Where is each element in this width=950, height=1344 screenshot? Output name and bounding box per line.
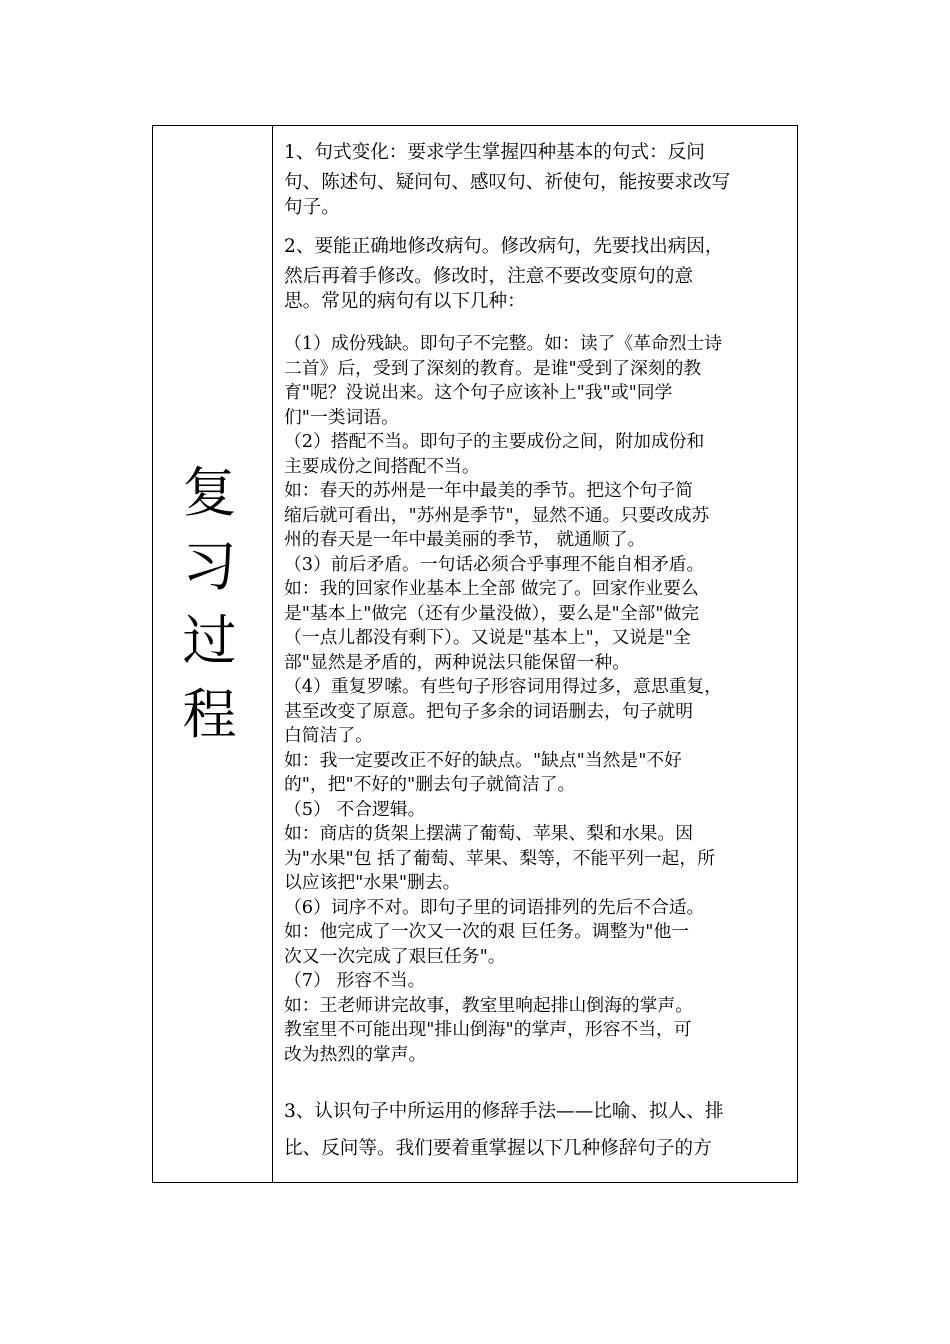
text-line: 甚至改变了原意。把句子多余的词语删去，句子就明 (284, 700, 693, 722)
text-line: 为"水果"包 括了葡萄、苹果、梨等，不能平列一起，所 (284, 847, 715, 869)
text-line: （2）搭配不当。即句子的主要成份之间，附加成份和 (284, 431, 705, 452)
text-line: 2、要能正确地修改病句。修改病句，先要找出病因， (284, 236, 724, 257)
text-line: 育"呢？没说出来。这个句子应该补上"我"或"同学 (284, 382, 673, 403)
text-line: 缩后就可看出，"苏州是季节"，显然不通。只要改成苏 (284, 504, 710, 526)
section-label-char: 复 (182, 461, 237, 524)
text-line: （6）词序不对。即句子里的词语排列的先后不合适。 (284, 896, 705, 918)
text-line: 如：我一定要改正不好的缺点。"缺点"当然是"不好 (284, 749, 682, 771)
text-line: 如：商店的货架上摆满了葡萄、苹果、梨和水果。因 (284, 823, 693, 844)
text-line: 句子。 (284, 196, 340, 218)
paragraph-sick-sentence-types (284, 332, 789, 1067)
text-line: 比、反问等。我们要着重掌握以下几种修辞句子的方 (284, 1138, 712, 1159)
section-label-cell (153, 126, 273, 1182)
text-line: 然后再着手修改。修改时，注意不要改变原句的意 (284, 266, 694, 287)
text-line: （一点儿都没有剩下）。又说是"基本上"，又说是"全 (284, 627, 691, 648)
text-line: 如：他完成了一次又一次的艰 巨任务。调整为"他一 (284, 921, 690, 942)
text-line: 次又一次完成了艰巨任务"。 (284, 945, 506, 967)
section-label-char: 过 (182, 609, 237, 672)
section-label-char: 习 (182, 535, 237, 598)
text-line: （7） 形容不当。 (284, 970, 426, 991)
text-line: （4）重复罗嗦。有些句子形容词用得过多，意思重复， (284, 676, 723, 697)
section-label-char: 程 (182, 683, 237, 746)
text-line: 部"显然是矛盾的，两种说法只能保留一种。 (284, 651, 631, 673)
text-line: 如：春天的苏州是一年中最美的季节。把这个句子简 (284, 480, 693, 501)
text-line: 改为热烈的掌声。 (284, 1043, 427, 1065)
paragraph-sentence-types (284, 134, 789, 220)
text-line: 是"基本上"做完（还有少量没做），要么是"全部"做完 (284, 602, 700, 624)
text-line: 以应该把"水果"删去。 (284, 872, 461, 893)
text-line: 白简洁了。 (284, 725, 373, 746)
text-line: （1）成份残缺。即句子不完整。如：读了《革命烈士诗 (284, 333, 723, 354)
text-line: 1、句式变化：要求学生掌握四种基本的句式：反问 (284, 142, 705, 163)
text-line: 们"一类词语。 (284, 406, 399, 428)
text-line: 主要成份之间搭配不当。 (284, 455, 480, 477)
text-line: 如：王老师讲完故事，教室里响起排山倒海的掌声。 (284, 994, 693, 1016)
text-line: （5） 不合逻辑。 (284, 798, 426, 820)
text-line: 州的春天是一年中最美丽的季节， 就通顺了。 (284, 529, 646, 550)
text-line: 二首》后，受到了深刻的教育。是谁"受到了深刻的教 (284, 357, 702, 379)
content-cell (273, 126, 797, 1182)
text-line: 如：我的回家作业基本上全部 做完了。回家作业要么 (284, 578, 699, 599)
paragraph-sick-sentences (284, 228, 789, 314)
text-line: 3、认识句子中所运用的修辞手法——比喻、拟人、排 (284, 1101, 724, 1122)
paragraph-rhetoric (284, 1093, 789, 1167)
text-line: （3）前后矛盾。一句话必须合乎事理不能自相矛盾。 (284, 553, 705, 575)
text-line: 教室里不可能出现"排山倒海"的掌声，形容不当，可 (284, 1019, 692, 1040)
review-table (152, 125, 798, 1183)
text-line: 思。常见的病句有以下几种： (284, 290, 526, 312)
text-line: 句、陈述句、疑问句、感叹句、祈使句，能按要求改写 (284, 172, 731, 193)
text-line: 的"，把"不好的"删去句子就简洁了。 (284, 774, 576, 795)
